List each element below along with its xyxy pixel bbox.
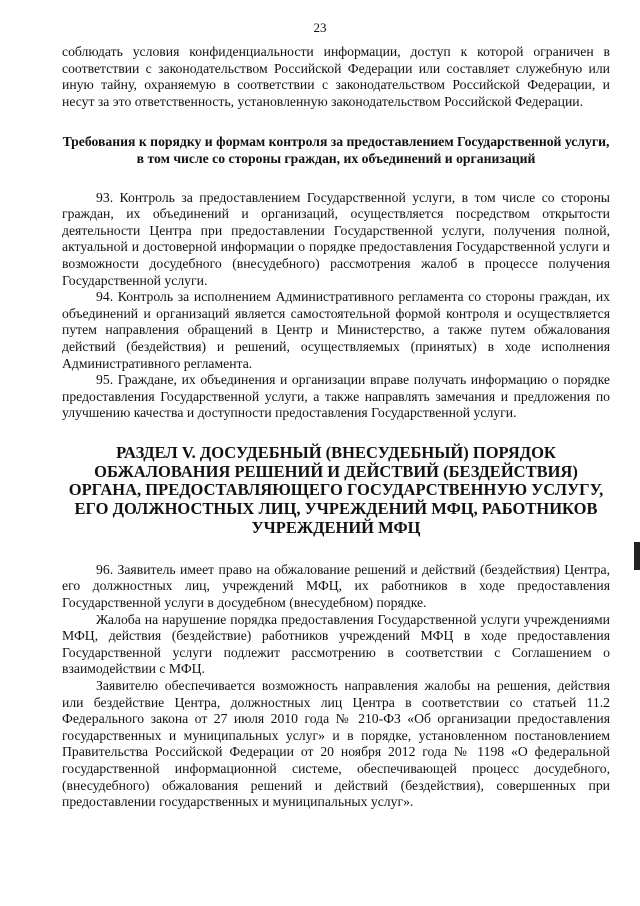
section-v-heading: РАЗДЕЛ V. ДОСУДЕБНЫЙ (ВНЕСУДЕБНЫЙ) ПОРЯДОК ОБЖАЛОВАНИЯ РЕШЕНИЙ И ДЕЙСТВИЙ (БЕЗДЕЙСТВИЯ) ОРГАНА, ПРЕДОСТАВЛЯЮЩЕГО ГОСУДАРСТВЕННУЮ УСЛУГУ, ЕГО ДОЛЖНОСТНЫХ ЛИЦ, УЧРЕЖДЕНИЙ МФЦ, РАБОТНИКОВ УЧРЕЖДЕНИЙ МФЦ [68,442,604,538]
page-number: 23 [313,20,327,35]
scan-edge-mark [634,542,640,570]
paragraph-93: 93. Контроль за предоставлением Государственной услуги, в том числе со стороны граждан, их объединений и организаций, осуществляется посредством открытости деятельности Центра при предоставлении Государственной услуги, получения полной, актуальной и достоверной информации о порядке предоставления Государственной услуги и возможности досудебного (внесудебного) рассмотрения жалоб в процессе получения Государственной услуги. [62,189,610,288]
paragraph-96: 96. Заявитель имеет право на обжалование решений и действий (бездействия) Центра, его должностных лиц, учреждений МФЦ, их работников в ходе предоставления Государственной услуги в досудебном (внесудебном) порядке. [62,561,610,611]
control-requirements-heading: Требования к порядку и формам контроля за предоставлением Государственной услуги, в том числе со стороны граждан, их объединений и организаций [62,134,610,166]
page-content [62,44,610,811]
complaint-paragraph: Жалоба на нарушение порядка предоставления Государственной услуги учреждениями МФЦ, действия (бездействие) работников учреждений МФЦ в ходе предоставления Государственной услуги подлежит рассмотрению в соответствии с Соглашением о взаимодействии с МФЦ. [62,611,610,677]
paragraph-95: 95. Граждане, их объединения и организации вправе получать информацию о порядке предоставления Государственной услуги, а также направлять замечания и предложения по улучшению качества и доступности предоставления Государственной услуги. [62,372,610,421]
paragraph-94: 94. Контроль за исполнением Административного регламента со стороны граждан, их объединений и организаций является самостоятельной формой контроля и осуществляется путем направления обращений в Центр и Министерство, а также путем обжалования действий (бездействия) и решений, осуществляемых (принятых) в ходе исполнения Административного регламента. [62,289,610,371]
applicant-rights-paragraph: Заявителю обеспечивается возможность направления жалобы на решения, действия или бездействие Центра, должностных лиц Центра в соответствии со статьей 11.2 Федерального закона от 27 июля 2010 года № 210-ФЗ «Об организации предоставления государственных и муниципальных услуг» и в порядке, установленном постановлением Правительства Российской Федерации от 20 ноября 2012 года № 1198 «О федеральной государственной информационной системе, обеспечивающей процесс досудебного, (внесудебного) обжалования решений и действий (бездействия), совершенных при предоставлении государственных и муниципальных услуг». [62,678,610,810]
intro-paragraph: соблюдать условия конфиденциальности информации, доступ к которой ограничен в соответствии с законодательством Российской Федерации или составляет служебную или иную тайну, охраняемую в соответствии с законодательством Российской Федерации, и несут за это ответственность, установленную законодательством Российской Федерации. [62,44,610,109]
